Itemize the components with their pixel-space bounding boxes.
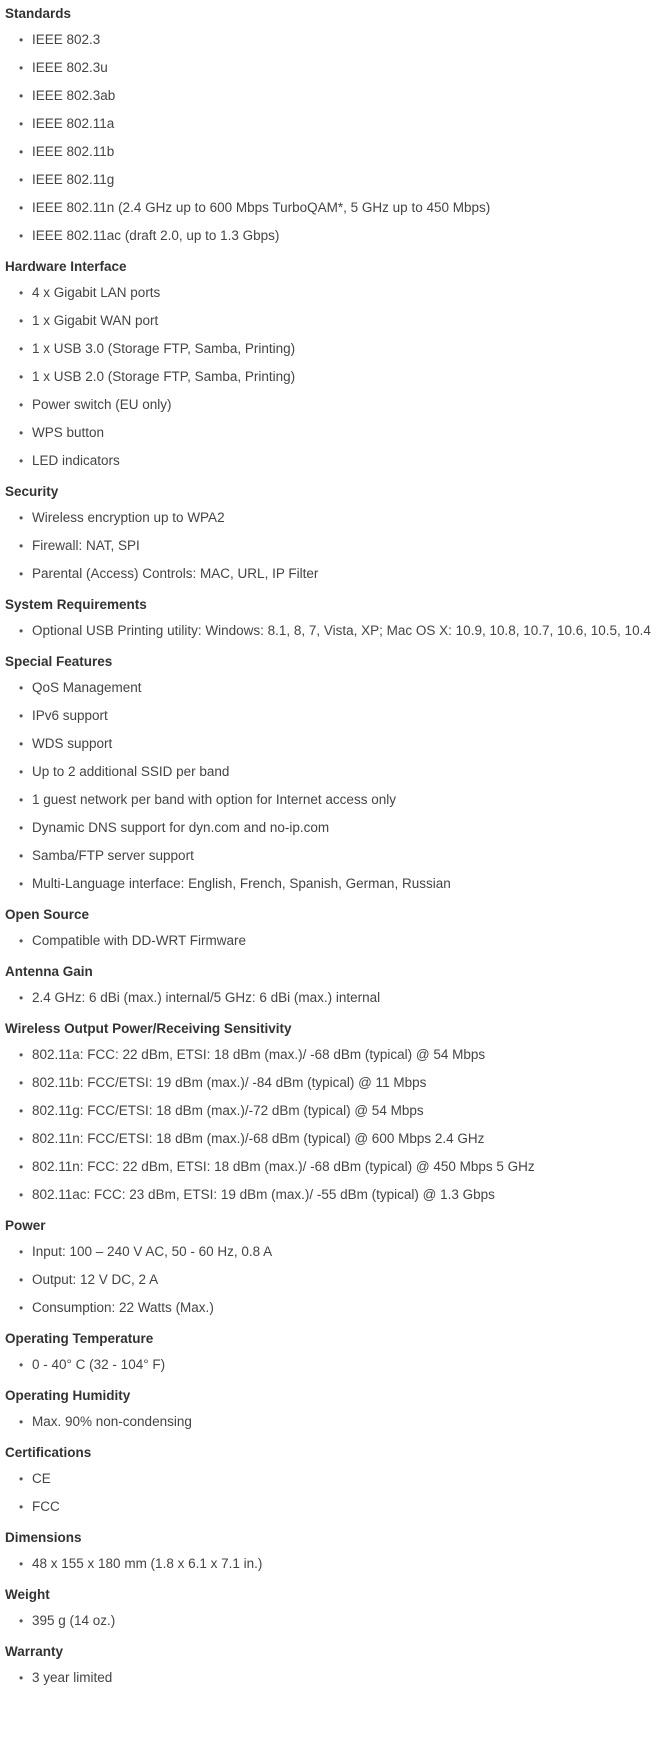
spec-section-standards — [0, 4, 656, 257]
spec-list — [0, 26, 656, 250]
spec-list — [0, 1351, 656, 1379]
section-title: System Requirements — [5, 597, 147, 612]
section-title: Wireless Output Power/Receiving Sensitivity — [5, 1021, 292, 1036]
list-item: • IEEE 802.11a — [0, 110, 656, 138]
spec-section-power — [0, 1216, 656, 1329]
list-item: • WPS button — [0, 419, 656, 447]
list-item: • IEEE 802.11n (2.4 GHz up to 600 Mbps TurboQAM*, 5 GHz up to 450 Mbps) — [0, 194, 656, 222]
section-title: Certifications — [5, 1445, 92, 1460]
spec-section-system-requirements — [0, 595, 656, 652]
list-item: • 0 - 40° C (32 - 104° F) — [0, 1351, 656, 1379]
list-item: • QoS Management — [0, 674, 656, 702]
list-item: • 1 x USB 2.0 (Storage FTP, Samba, Printing) — [0, 363, 656, 391]
spec-section-certifications — [0, 1443, 656, 1528]
list-item: • 802.11g: FCC/ETSI: 18 dBm (max.)/-72 dBm (typical) @ 54 Mbps — [0, 1097, 656, 1125]
spec-section-dimensions — [0, 1528, 656, 1585]
section-title: Operating Humidity — [5, 1388, 131, 1403]
spec-section-operating-humidity — [0, 1386, 656, 1443]
list-item: • IPv6 support — [0, 702, 656, 730]
spec-list — [0, 617, 656, 645]
section-gap — [0, 1521, 656, 1528]
section-gap — [0, 1635, 656, 1642]
section-gap — [0, 250, 656, 257]
spec-section-wireless-output-power-receiving-sensitivity — [0, 1019, 656, 1216]
section-gap — [0, 898, 656, 905]
list-item: • Input: 100 – 240 V AC, 50 - 60 Hz, 0.8 A — [0, 1238, 656, 1266]
section-title: Power — [5, 1218, 46, 1233]
list-item: • 802.11n: FCC: 22 dBm, ETSI: 18 dBm (max.)/ -68 dBm (typical) @ 450 Mbps 5 GHz — [0, 1153, 656, 1181]
spec-list — [0, 504, 656, 588]
list-item: • Dynamic DNS support for dyn.com and no-ip.com — [0, 814, 656, 842]
list-item: • 395 g (14 oz.) — [0, 1607, 656, 1635]
list-item: • FCC — [0, 1493, 656, 1521]
list-item: • Power switch (EU only) — [0, 391, 656, 419]
spec-list — [0, 1607, 656, 1635]
spec-list — [0, 1664, 656, 1692]
list-item: • Parental (Access) Controls: MAC, URL, IP Filter — [0, 560, 656, 588]
section-title: Special Features — [5, 654, 113, 669]
spec-section-special-features — [0, 652, 656, 905]
list-item: • Wireless encryption up to WPA2 — [0, 504, 656, 532]
list-item: • IEEE 802.11ac (draft 2.0, up to 1.3 Gbps) — [0, 222, 656, 250]
section-title: Operating Temperature — [5, 1331, 154, 1346]
section-gap — [0, 1322, 656, 1329]
spec-section-weight — [0, 1585, 656, 1642]
list-item: • Consumption: 22 Watts (Max.) — [0, 1294, 656, 1322]
list-item: • CE — [0, 1465, 656, 1493]
spec-section-hardware-interface — [0, 257, 656, 482]
section-gap — [0, 1209, 656, 1216]
spec-list — [0, 1041, 656, 1209]
section-gap — [0, 1692, 656, 1699]
list-item: • Multi-Language interface: English, French, Spanish, German, Russian — [0, 870, 656, 898]
list-item: • Firewall: NAT, SPI — [0, 532, 656, 560]
list-item: • Max. 90% non-condensing — [0, 1408, 656, 1436]
list-item: • IEEE 802.3 — [0, 26, 656, 54]
spec-list — [0, 674, 656, 898]
section-gap — [0, 955, 656, 962]
list-item: • WDS support — [0, 730, 656, 758]
list-item: • 48 x 155 x 180 mm (1.8 x 6.1 x 7.1 in.) — [0, 1550, 656, 1578]
list-item: • Output: 12 V DC, 2 A — [0, 1266, 656, 1294]
list-item: • 802.11ac: FCC: 23 dBm, ETSI: 19 dBm (max.)/ -55 dBm (typical) @ 1.3 Gbps — [0, 1181, 656, 1209]
spec-section-warranty — [0, 1642, 656, 1699]
section-title: Antenna Gain — [5, 964, 93, 979]
section-title: Open Source — [5, 907, 90, 922]
list-item: • Up to 2 additional SSID per band — [0, 758, 656, 786]
section-title: Warranty — [5, 1644, 64, 1659]
spec-list — [0, 927, 656, 955]
list-item: • 1 guest network per band with option for Internet access only — [0, 786, 656, 814]
section-gap — [0, 1379, 656, 1386]
list-item: • 2.4 GHz: 6 dBi (max.) internal/5 GHz: 6 dBi (max.) internal — [0, 984, 656, 1012]
section-title: Weight — [5, 1587, 50, 1602]
spec-list — [0, 279, 656, 475]
list-item: • LED indicators — [0, 447, 656, 475]
list-item: • 3 year limited — [0, 1664, 656, 1692]
spec-section-security — [0, 482, 656, 595]
list-item: • 4 x Gigabit LAN ports — [0, 279, 656, 307]
list-item: • IEEE 802.3u — [0, 54, 656, 82]
spec-list — [0, 1408, 656, 1436]
section-gap — [0, 588, 656, 595]
section-gap — [0, 475, 656, 482]
list-item: • Samba/FTP server support — [0, 842, 656, 870]
section-title: Standards — [5, 6, 72, 21]
list-item: • 1 x Gigabit WAN port — [0, 307, 656, 335]
spec-section-operating-temperature — [0, 1329, 656, 1386]
section-gap — [0, 1436, 656, 1443]
section-gap — [0, 645, 656, 652]
list-item: • Optional USB Printing utility: Windows: 8.1, 8, 7, Vista, XP; Mac OS X: 10.9, 10.8, 10.7, 10.6, 10.5, 10.4 — [0, 617, 656, 645]
spec-section-antenna-gain — [0, 962, 656, 1019]
list-item: • IEEE 802.3ab — [0, 82, 656, 110]
list-item: • Compatible with DD-WRT Firmware — [0, 927, 656, 955]
list-item: • 1 x USB 3.0 (Storage FTP, Samba, Printing) — [0, 335, 656, 363]
section-gap — [0, 1578, 656, 1585]
spec-list — [0, 1550, 656, 1578]
list-item: • 802.11n: FCC/ETSI: 18 dBm (max.)/-68 dBm (typical) @ 600 Mbps 2.4 GHz — [0, 1125, 656, 1153]
spec-list — [0, 984, 656, 1012]
section-title: Security — [5, 484, 59, 499]
section-gap — [0, 1012, 656, 1019]
section-title: Dimensions — [5, 1530, 82, 1545]
list-item: • 802.11a: FCC: 22 dBm, ETSI: 18 dBm (max.)/ -68 dBm (typical) @ 54 Mbps — [0, 1041, 656, 1069]
spec-list — [0, 1465, 656, 1521]
list-item: • IEEE 802.11g — [0, 166, 656, 194]
list-item: • 802.11b: FCC/ETSI: 19 dBm (max.)/ -84 dBm (typical) @ 11 Mbps — [0, 1069, 656, 1097]
section-title: Hardware Interface — [5, 259, 127, 274]
list-item: • IEEE 802.11b — [0, 138, 656, 166]
spec-section-open-source — [0, 905, 656, 962]
spec-list — [0, 1238, 656, 1322]
